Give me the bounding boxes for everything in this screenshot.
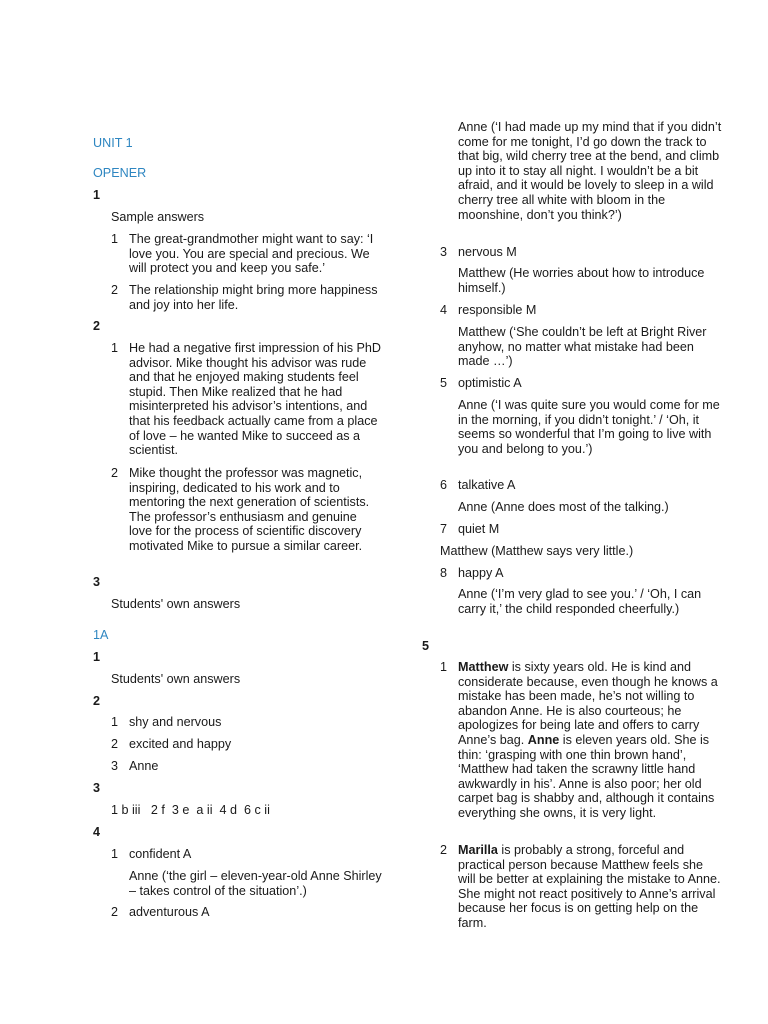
list-item: 3 Anne [111,759,159,773]
character-name: Anne [527,732,560,747]
list-item-detail: Anne (Anne does most of the talking.) [458,500,669,514]
list-item: 2 The relationship might bring more happiness and joy into her life. [111,283,378,312]
question-number: 5 [422,639,430,653]
character-name: Marilla [458,843,498,857]
list-item-detail: Anne (‘I had made up my mind that if you didn’t come for me tonight, I’d go down the track to that big, wild cherry tree at the bend, and climb up into it to stay all night. I wouldn’t be a bit afraid, and it would be lovely to sleep in a wild cherry tree all white with bloom in the moonshine, don’t you think?’) [458,120,722,222]
question-number: 2 [93,319,101,333]
question-number: 3 [93,575,101,589]
opener-heading: OPENER [93,166,147,180]
list-item-detail: Matthew (Matthew says very little.) [440,544,634,558]
list-item: 3 nervous M [440,245,517,259]
list-item-detail: Matthew (He worries about how to introduce himself.) [458,266,705,295]
list-item: 2 Marilla is probably a strong, forceful and practical person because Matthew feels she will be better at explaining the mistake to Anne. She might not react positively to Anne’s arrival because her focus is on getting help on the farm. [440,843,721,930]
list-item: 1 The great-grandmother might want to say: ‘I love you. You are special and precious. We will protect you and keep you safe.’ [111,232,374,276]
list-item-detail: Anne (‘the girl – eleven-year-old Anne Shirley – takes control of the situation’.) [129,869,382,898]
character-name: Matthew [458,660,509,674]
list-item: 6 talkative A [440,478,516,492]
answer-text: Students' own answers [111,672,241,686]
list-item: 7 quiet M [440,522,500,536]
list-item: 1 He had a negative first impression of his PhD advisor. Mike thought his advisor was rude and that he enjoyed making students feel stupid. Then Mike realized that he had misinterpreted his advisor’s intentions, and that his feedback actually came from a place of love – he wanted Mike to succeed as a scientist. [111,341,381,458]
list-item-detail: Anne (‘I’m very glad to see you.’ / ‘Oh, I can carry it,’ the child responded cheerfully.) [458,587,702,616]
list-item: 4 responsible M [440,303,537,317]
question-number: 1 [93,650,101,664]
list-item: 5 optimistic A [440,376,522,390]
question-number: 3 [93,781,101,795]
question-number: 1 [93,188,101,202]
list-item: 8 happy A [440,566,504,580]
section-heading-1a: 1A [93,628,109,642]
list-item-detail: Anne (‘I was quite sure you would come for me in the morning, if you didn’t tonight.’ / ‘Oh, it seems so wonderful that I’m going to live with you and belong to you.’) [458,398,720,456]
list-item: 1 confident A [111,847,192,861]
question-number: 2 [93,694,101,708]
list-item: 2 adventurous A [111,905,210,919]
list-item: 1 Matthew is sixty years old. He is kind and considerate because, even though he knows a mistake has been made, he’s not willing to abandon Anne. He is also courteous; he apologizes for being late and offers to carry Anne’s bag. Anne is eleven years old. She is thin: ‘grasping with one thin brown hand’, ‘Matthew had taken the scrawny little hand awkwardly in his’. Anne is also poor; her old carpet bag is shabby and, although it contains everything she owns, it is very light. [440,660,718,820]
unit-heading: UNIT 1 [93,136,133,150]
sample-answers-label: Sample answers [111,210,205,224]
list-item-detail: Matthew (‘She couldn’t be left at Bright River anyhow, no matter what mistake had been made …’) [458,325,707,369]
list-item: 1 shy and nervous [111,715,222,729]
answer-text: 1 b iii 2 f 3 e a ii 4 d 6 c ii [111,803,270,817]
list-item: 2 excited and happy [111,737,232,751]
question-number: 4 [93,825,101,839]
list-item: 2 Mike thought the professor was magnetic, inspiring, dedicated to his work and to mentoring the next generation of scientists. The professor’s enthusiasm and genuine love for the process of scientific discovery motivated Mike to pursue a similar career. [111,466,370,553]
answer-text: Students' own answers [111,597,241,611]
